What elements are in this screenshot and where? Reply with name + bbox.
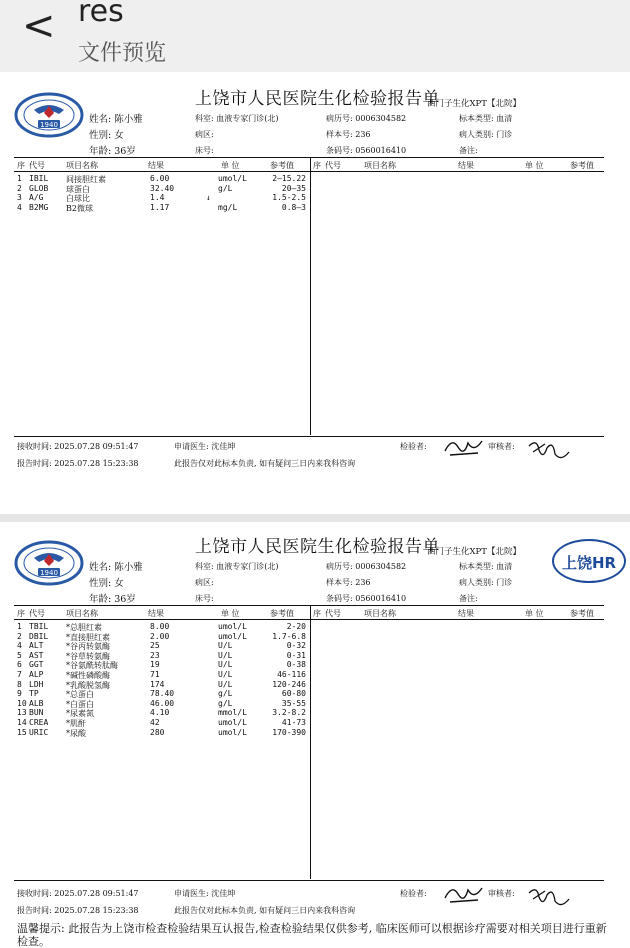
- cell-no: 1: [17, 174, 22, 183]
- col-ref-2: 参考值: [570, 609, 594, 618]
- cell-result: 8.00: [150, 622, 170, 631]
- cell-no: 13: [17, 708, 27, 718]
- cell-no: 1: [17, 622, 22, 631]
- cell-unit: umol/L: [218, 727, 247, 737]
- cell-code: ALB: [29, 698, 44, 708]
- patient-category: 病人类别: 门诊: [459, 578, 513, 587]
- reviewer-label: 审核者:: [488, 889, 515, 898]
- cell-code: URIC: [29, 727, 49, 737]
- cell-ref: 1.7-6.8: [272, 631, 306, 641]
- cell-name: *谷丙转氨酶: [66, 642, 110, 652]
- header-top-rule: [14, 605, 604, 606]
- cell-name: *乳酸脱氢酶: [66, 680, 110, 690]
- footer-rule: [14, 436, 604, 437]
- cell-name: *总蛋白: [66, 690, 94, 700]
- cell-no: 8: [17, 679, 22, 689]
- cell-name: *白蛋白: [66, 699, 94, 709]
- cell-ref: 46-116: [277, 670, 306, 679]
- col-name-2: 项目名称: [364, 609, 396, 618]
- header-bottom-rule: [14, 171, 604, 172]
- report-title-suffix: 西门子生化XPT【北院】: [427, 547, 521, 557]
- col-ref: 参考值: [270, 161, 294, 170]
- page-separator: [0, 514, 630, 522]
- sample-number: 样本号: 236: [326, 578, 371, 587]
- record-number: 病历号: 0006304582: [326, 562, 407, 571]
- cell-code: DBIL: [29, 631, 49, 641]
- col-result-2: 结果: [458, 161, 474, 170]
- cell-code: ALT: [29, 641, 44, 651]
- received-time: 接收时间: 2025.07.28 09:51:47: [17, 889, 139, 898]
- cell-name: 球蛋白: [66, 184, 90, 194]
- received-time: 接收时间: 2025.07.28 09:51:47: [17, 442, 139, 451]
- col-code: 代号: [29, 609, 45, 618]
- report-title: 上饶市人民医院生化检验报告单: [195, 537, 440, 557]
- cell-ref: 0-31: [286, 650, 306, 660]
- col-seq-2: 序: [313, 609, 321, 618]
- patient-ward: 病区:: [195, 578, 214, 587]
- cell-no: 10: [17, 698, 27, 708]
- cell-no: 5: [17, 650, 22, 660]
- patient-name: 姓名: 陈小雅: [89, 562, 143, 573]
- cell-result: 32.40: [150, 183, 175, 193]
- header-bottom-rule: [14, 619, 604, 620]
- tester-signature: [442, 880, 486, 906]
- column-divider: [310, 605, 311, 879]
- cell-unit: g/L: [218, 689, 233, 699]
- patient-category: 病人类别: 门诊: [459, 130, 513, 139]
- reviewer-signature: [525, 883, 573, 911]
- patient-age: 年龄: 36岁: [89, 594, 136, 605]
- reviewer-signature: [525, 436, 573, 464]
- cell-name: 间接胆红素: [66, 175, 106, 184]
- cell-code: BUN: [29, 708, 44, 718]
- cell-code: A/G: [29, 193, 44, 203]
- cell-no: 14: [17, 718, 27, 727]
- cell-name: 白球比: [66, 194, 90, 204]
- remarks: 备注:: [459, 594, 478, 603]
- column-divider: [310, 157, 311, 435]
- cell-ref: 0-38: [286, 660, 306, 670]
- specimen-type: 标本类型: 血清: [459, 562, 513, 571]
- cell-result: 2.00: [150, 631, 170, 641]
- cell-no: 9: [17, 689, 22, 699]
- col-unit-2: 单 位: [525, 609, 544, 618]
- cell-no: 15: [17, 727, 27, 737]
- cell-unit: U/L: [218, 660, 233, 670]
- tester-label: 检验者:: [400, 889, 427, 898]
- report-title-suffix: 西门子生化XPT【北院】: [427, 99, 521, 109]
- cell-unit: umol/L: [218, 631, 247, 641]
- cell-code: ALP: [29, 670, 44, 679]
- cell-no: 4: [17, 202, 22, 212]
- page-subtitle: 文件预览: [78, 41, 167, 66]
- cell-code: GLOB: [29, 183, 49, 193]
- requesting-doctor: 申请医生: 沈佳坤: [174, 889, 236, 898]
- patient-dept: 科室: 血液专家门诊(北): [195, 114, 279, 123]
- reviewer-label: 审核者:: [488, 442, 515, 451]
- cell-ref: 0-32: [286, 641, 306, 651]
- cell-ref: 2-20: [286, 622, 306, 631]
- cell-ref: 41-73: [281, 718, 306, 727]
- cell-unit: U/L: [218, 670, 233, 679]
- cell-name: *总胆红素: [66, 623, 102, 632]
- cell-unit: umol/L: [218, 622, 247, 631]
- col-code-2: 代号: [325, 609, 341, 618]
- cell-result: 23: [150, 650, 160, 660]
- barcode-number: 条码号: 0560016410: [326, 146, 407, 155]
- footer-rule: [14, 880, 604, 881]
- tester-signature: [442, 433, 486, 459]
- logo-year: 1940: [40, 569, 58, 577]
- cell-result: 174: [150, 679, 165, 689]
- patient-bed: 床号:: [195, 146, 214, 155]
- col-unit: 单 位: [221, 161, 240, 170]
- cell-ref: 1.5-2.5: [272, 193, 306, 203]
- cell-name: B2微球: [66, 203, 93, 213]
- cell-name: *肌酐: [66, 719, 86, 728]
- cell-ref: 0.8—3: [281, 202, 306, 212]
- cell-name: *碱性磷酸酶: [66, 671, 110, 680]
- col-seq: 序: [17, 161, 25, 170]
- cell-unit: g/L: [218, 698, 233, 708]
- col-unit-2: 单 位: [525, 161, 544, 170]
- cell-code: CREA: [29, 718, 49, 727]
- cell-code: B2MG: [29, 202, 49, 212]
- header-top-rule: [14, 157, 604, 158]
- cell-name: *谷草转氨酶: [66, 651, 110, 661]
- cell-flag: ↓: [206, 193, 211, 203]
- cell-unit: mg/L: [218, 202, 238, 212]
- record-number: 病历号: 0006304582: [326, 114, 407, 123]
- cell-ref: 20—35: [281, 183, 306, 193]
- report-time: 报告时间: 2025.07.28 15:23:38: [17, 906, 139, 915]
- col-unit: 单 位: [221, 609, 240, 618]
- report-title: 上饶市人民医院生化检验报告单: [195, 89, 440, 109]
- cell-ref: 3.2-8.2: [272, 708, 306, 718]
- patient-name: 姓名: 陈小雅: [89, 114, 143, 125]
- cell-result: 42: [150, 718, 160, 727]
- col-code-2: 代号: [325, 161, 341, 170]
- col-result: 结果: [148, 609, 164, 618]
- cell-result: 78.40: [150, 689, 175, 699]
- hr-badge: 上饶HR: [552, 539, 626, 583]
- cell-ref: 35-55: [281, 698, 306, 708]
- report-page-1: [0, 80, 630, 514]
- cell-ref: 170-390: [272, 727, 306, 737]
- cell-unit: U/L: [218, 650, 233, 660]
- cell-ref: 60-80: [281, 689, 306, 699]
- col-ref: 参考值: [270, 609, 294, 618]
- cell-ref: 2—15.22: [272, 174, 306, 183]
- col-ref-2: 参考值: [570, 161, 594, 170]
- cell-no: 6: [17, 660, 22, 670]
- remarks: 备注:: [459, 146, 478, 155]
- disclaimer: 此报告仅对此标本负责, 如有疑问三日内来我科咨询: [174, 459, 356, 468]
- cell-no: 2: [17, 183, 22, 193]
- app-header: [0, 0, 630, 72]
- cell-unit: U/L: [218, 641, 233, 651]
- col-result: 结果: [148, 161, 164, 170]
- col-seq: 序: [17, 609, 25, 618]
- warm-tip: 温馨提示: 此报告为上饶市检查检验结果互认报告,检查检验结果仅供参考, 临床医师可以根据诊疗需要对相关项目进行重新检查。: [17, 922, 607, 948]
- cell-no: 2: [17, 631, 22, 641]
- cell-name: *谷氨酰转肽酶: [66, 661, 118, 671]
- specimen-type: 标本类型: 血清: [459, 114, 513, 123]
- col-result-2: 结果: [458, 609, 474, 618]
- col-name: 项目名称: [66, 161, 98, 170]
- cell-no: 4: [17, 641, 22, 651]
- cell-result: 1.4: [150, 193, 165, 203]
- patient-sex: 性别: 女: [89, 578, 124, 589]
- col-code: 代号: [29, 161, 45, 170]
- cell-result: 71: [150, 670, 160, 679]
- cell-result: 4.10: [150, 708, 170, 718]
- patient-sex: 性别: 女: [89, 130, 124, 141]
- cell-name: *尿素氮: [66, 709, 94, 719]
- patient-age: 年龄: 36岁: [89, 146, 136, 157]
- disclaimer: 此报告仅对此标本负责, 如有疑问三日内来我科咨询: [174, 906, 356, 915]
- cell-code: AST: [29, 650, 44, 660]
- cell-code: TBIL: [29, 622, 49, 631]
- cell-result: 6.00: [150, 174, 170, 183]
- cell-no: 3: [17, 193, 22, 203]
- cell-result: 280: [150, 727, 165, 737]
- col-name-2: 项目名称: [364, 161, 396, 170]
- cell-result: 19: [150, 660, 160, 670]
- patient-bed: 床号:: [195, 594, 214, 603]
- sample-number: 样本号: 236: [326, 130, 371, 139]
- cell-no: 7: [17, 670, 22, 679]
- hospital-logo-icon: [14, 540, 84, 586]
- cell-ref: 120-246: [272, 679, 306, 689]
- col-name: 项目名称: [66, 609, 98, 618]
- cell-code: LDH: [29, 679, 44, 689]
- cell-unit: U/L: [218, 679, 233, 689]
- cell-name: *尿酸: [66, 728, 86, 738]
- col-seq-2: 序: [313, 161, 321, 170]
- logo-year: 1940: [40, 121, 58, 129]
- requesting-doctor: 申请医生: 沈佳坤: [174, 442, 236, 451]
- cell-code: TP: [29, 689, 39, 699]
- cell-unit: umol/L: [218, 718, 247, 727]
- barcode-number: 条码号: 0560016410: [326, 594, 407, 603]
- patient-ward: 病区:: [195, 130, 214, 139]
- hospital-logo-icon: [14, 92, 84, 138]
- cell-unit: umol/L: [218, 174, 247, 183]
- cell-code: GGT: [29, 660, 44, 670]
- cell-name: *直接胆红素: [66, 632, 110, 642]
- cell-result: 25: [150, 641, 160, 651]
- report-time: 报告时间: 2025.07.28 15:23:38: [17, 459, 139, 468]
- back-button[interactable]: <: [22, 3, 56, 49]
- cell-unit: g/L: [218, 183, 233, 193]
- tester-label: 检验者:: [400, 442, 427, 451]
- report-page-2: [0, 528, 630, 948]
- cell-unit: mmol/L: [218, 708, 247, 718]
- file-name: res: [78, 0, 124, 29]
- cell-code: IBIL: [29, 174, 49, 183]
- cell-result: 1.17: [150, 202, 170, 212]
- patient-dept: 科室: 血液专家门诊(北): [195, 562, 279, 571]
- cell-result: 46.00: [150, 698, 175, 708]
